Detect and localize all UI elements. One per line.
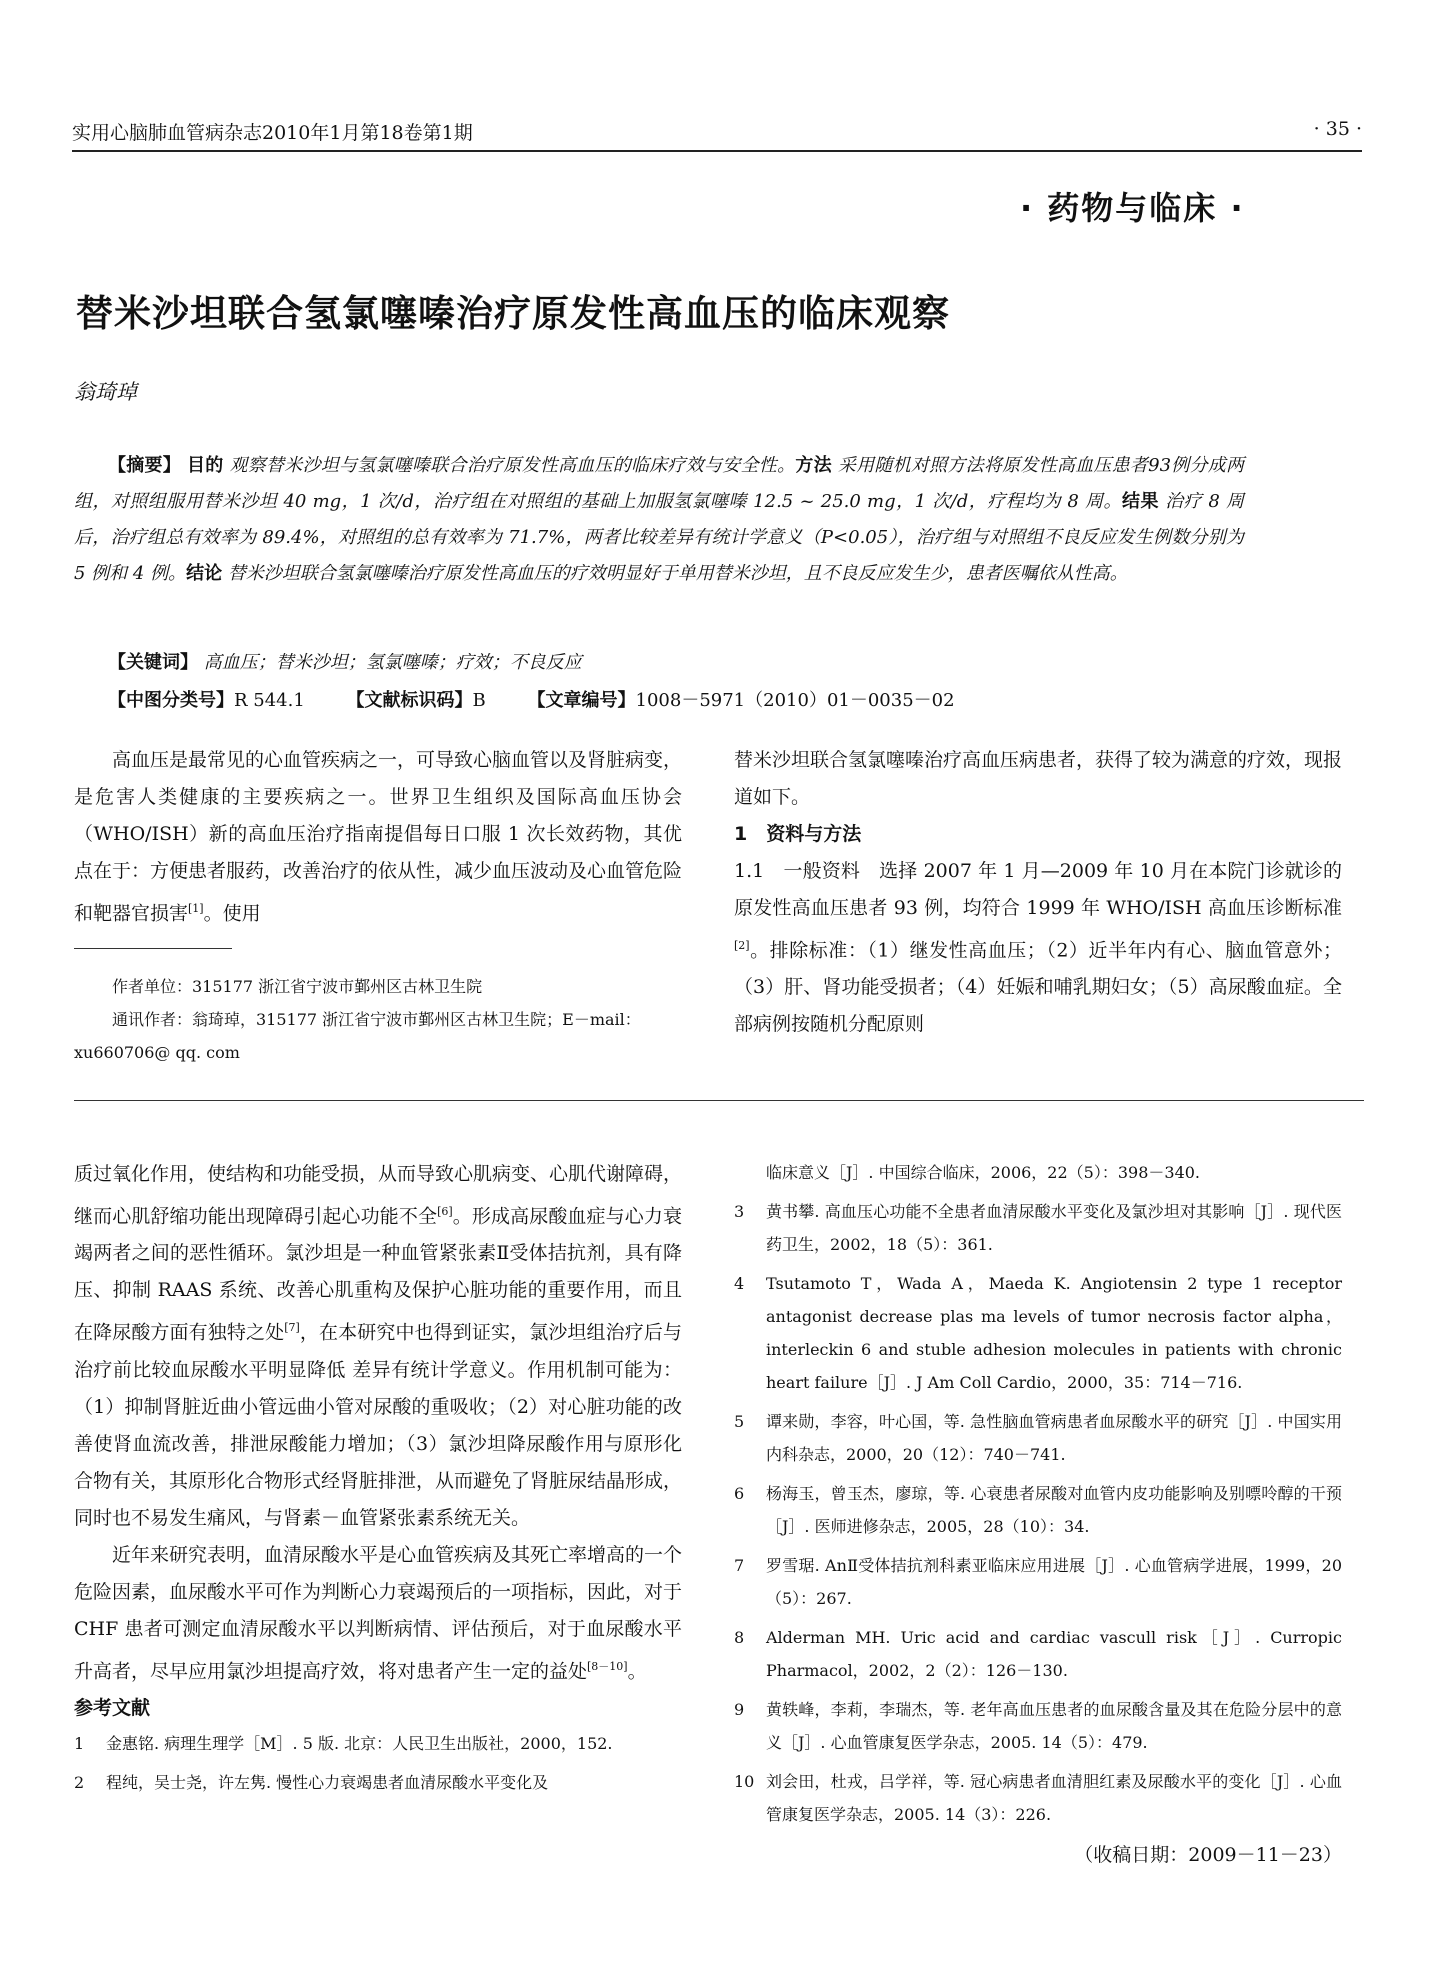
references-title: 参考文献: [74, 1696, 151, 1719]
references-column: [734, 1156, 1342, 1874]
section-heading: 1 资料与方法: [734, 823, 862, 845]
reference-number: 6: [734, 1484, 745, 1503]
reference-item: [734, 1405, 1342, 1471]
citation: [8－10]: [587, 1659, 628, 1673]
received-date: （收稿日期：2009－11－23）: [1074, 1844, 1342, 1866]
discussion-column: [74, 1156, 682, 1805]
keywords-label: 【关键词】: [108, 652, 198, 673]
citation: [2]: [734, 939, 750, 952]
reference-text: 程纯，吴士尧，许左隽. 慢性心力衰竭患者血清尿酸水平变化及: [106, 1772, 549, 1792]
keywords: [108, 648, 582, 674]
author: 翁琦琸: [74, 380, 137, 404]
abstract-label: 【摘要】: [108, 455, 182, 476]
keywords-text: 高血压；替米沙坦；氢氯噻嗪；疗效；不良反应: [203, 652, 582, 673]
conclusion-label: 结论: [186, 563, 223, 584]
intro-paragraph: 高血压是最常见的心血管疾病之一，可导致心脑血管以及肾脏病变，是危害人类健康的主要疾病之一。世界卫生组织及国际高血压协会（WHO/ISH）新的高血压治疗指南提倡每日口服 1 次长效药物，其优点在于：方便患者服药，改善治疗的依从性，减少血压波动及心血管危险和靶器官损害: [74, 749, 683, 925]
reference-text: 罗雪琚. AnⅡ受体拮抗剂科素亚临床应用进展［J］. 心血管病学进展，1999，20（5）：267.: [766, 1556, 1342, 1608]
reference-number: 10: [734, 1772, 755, 1791]
result-label: 结果: [1122, 491, 1159, 512]
objective-text: 观察替米沙坦与氢氯噻嗪联合治疗原发性高血压的临床疗效与安全性。: [229, 455, 796, 476]
article-title: 替米沙坦联合氢氯噻嗪治疗原发性高血压的临床观察: [76, 292, 950, 335]
reference-number: 4: [734, 1274, 745, 1293]
reference-item: [734, 1195, 1342, 1261]
header-rule: [72, 150, 1362, 152]
author-unit: 作者单位：315177 浙江省宁波市鄞州区古林卫生院: [112, 977, 483, 996]
article-number-value: 1008－5971（2010）01－0035－02: [635, 690, 955, 711]
reference-item: [734, 1267, 1342, 1399]
reference-text: Tsutamoto T，Wada A，Maeda K. Angiotensin 2 type 1 receptor antagonist decrease plas ma levels of tumor necrosis factor alpha，interleckin 6 and stuble adhesion molecules in patients with chronic heart failure［J］. J Am Coll Cardio，2000，35：714－716.: [766, 1274, 1342, 1392]
abstract: [74, 448, 1244, 592]
reference-item: [734, 1477, 1342, 1543]
reference-text: 刘会田，杜戎，吕学祥，等. 冠心病患者血清胆红素及尿酸水平的变化［J］. 心血管康复医学杂志，2005. 14（3）：226.: [766, 1772, 1342, 1824]
result-text: 治疗 8 周后，治疗组总有效率为 89.4%，对照组的总有效率为 71.7%，两者比较差异有统计学意义（P<0.05），治疗组与对照组不良反应发生例数分别为 5 例和 4 例。: [74, 491, 1244, 584]
reference-item: [74, 1766, 682, 1799]
reference-number: 7: [734, 1556, 745, 1575]
citation: [6]: [437, 1205, 453, 1218]
references-list-right: [734, 1156, 1342, 1831]
citation: [1]: [188, 902, 204, 915]
reference-item: [74, 1727, 682, 1760]
reference-number: 5: [734, 1412, 745, 1431]
objective-label: 目的: [187, 455, 224, 476]
reference-item: [734, 1549, 1342, 1615]
doc-label: 【文献标识码】: [346, 690, 473, 711]
discussion-text: 质过氧化作用，使结构和功能受损，从而导致心肌病变、心肌代谢障碍，继而心肌舒缩功能出现障碍引起心功能不全: [74, 1163, 683, 1228]
conclusion-text: 替米沙坦联合氢氯噻嗪治疗原发性高血压的疗效明显好于单用替米沙坦，且不良反应发生少，患者医嘱依从性高。: [227, 563, 1128, 584]
discussion-text: ，在本研究中也得到证实，氯沙坦组治疗后与治疗前比较血尿酸水平明显降低 差异有统计学意义。作用机制可能为：（1）抑制肾脏近曲小管远曲小管对尿酸的重吸收；（2）对心脏功能的改善使肾血流改善，排泄尿酸能力增加；（3）氯沙坦降尿酸作用与原形化合物有关，其原形化合物形式经肾脏排泄，从而避免了肾脏尿结晶形成，同时也不易发生痛风，与肾素－血管紧张素系统无关。: [74, 1321, 683, 1529]
intro-column: [74, 742, 682, 932]
period: 。: [627, 1659, 647, 1682]
clc-label: 【中图分类号】: [108, 690, 234, 711]
page-break-rule: [74, 1100, 1364, 1101]
page-number: · 35 ·: [1313, 118, 1362, 140]
reference-text: 临床意义［J］. 中国综合临床，2006，22（5）：398－340.: [766, 1163, 1201, 1182]
method-text: 采用随机对照方法将原发性高血压患者93例分成两组，对照组服用替米沙坦 40 mg，1 次/d，治疗组在对照组的基础上加服氢氯噻嗪 12.5 ~ 25.0 mg，1 次/d，疗程均为 8 周。: [74, 455, 1245, 512]
references-list-left: [74, 1727, 682, 1799]
method-label: 方法: [795, 455, 832, 476]
reference-text: 谭来勋，李容，叶心国，等. 急性脑血管病患者血尿酸水平的研究［J］. 中国实用内科杂志，2000，20（12）：740－741.: [766, 1412, 1342, 1464]
reference-item: [734, 1621, 1342, 1687]
reference-text: Alderman MH. Uric acid and cardiac vascull risk［J］. Curropic Pharmacol，2002，2（2）：126－130.: [766, 1628, 1342, 1680]
footnote-rule: [74, 948, 232, 949]
clc-value: R 544.1: [234, 690, 305, 711]
intro-continuation: 替米沙坦联合氢氯噻嗪治疗高血压病患者，获得了较为满意的疗效，现报道如下。: [734, 749, 1343, 808]
reference-item: [734, 1693, 1342, 1759]
reference-item: [734, 1765, 1342, 1831]
article-number-label: 【文章编号】: [527, 690, 636, 711]
discussion-text: 近年来研究表明，血清尿酸水平是心血管疾病及其死亡率增高的一个危险因素，血尿酸水平可作为判断心力衰竭预后的一项指标，因此，对于 CHF 患者可测定血清尿酸水平以判断病情、评估预后，对于血尿酸水平升高者，尽早应用氯沙坦提高疗效，将对患者产生一定的益处: [74, 1543, 683, 1682]
reference-number: 9: [734, 1700, 745, 1719]
citation: [7]: [284, 1321, 300, 1335]
reference-item: [734, 1156, 1342, 1189]
footnote: [74, 970, 682, 1069]
reference-number: 1: [74, 1733, 85, 1753]
classification-line: [108, 686, 991, 712]
correspondence: 通讯作者：翁琦琸，315177 浙江省宁波市鄞州区古林卫生院；E－mail：xu660706@ qq. com: [74, 1010, 641, 1062]
reference-text: 金惠铭. 病理生理学［M］. 5 版. 北京：人民卫生出版社，2000，152.: [106, 1733, 613, 1753]
reference-number: 3: [734, 1202, 745, 1221]
reference-text: 杨海玉，曾玉杰，廖琼，等. 心衰患者尿酸对血管内皮功能影响及别嘌呤醇的干预［J］. 医师进修杂志，2005，28（10）：34.: [766, 1484, 1342, 1536]
journal-header: 实用心脑肺血管病杂志2010年1月第18卷第1期: [72, 122, 473, 144]
reference-number: 2: [74, 1772, 85, 1792]
reference-number: [734, 1156, 766, 1189]
reference-text: 黄书攀. 高血压心功能不全患者血清尿酸水平变化及氯沙坦对其影响［J］. 现代医药卫生，2002，18（5）：361.: [766, 1202, 1342, 1254]
methods-column: [734, 742, 1342, 1043]
exclusion-criteria: 。排除标准：（1）继发性高血压；（2）近半年内有心、脑血管意外；（3）肝、肾功能受损者；（4）妊娠和哺乳期妇女；（5）高尿酸血症。全部病例按随机分配原则: [734, 939, 1342, 1036]
doc-value: B: [472, 690, 486, 711]
section-label: · 药物与临床 ·: [1020, 189, 1245, 227]
discussion-text: 。形成高尿酸血症与心力衰竭两者之间的恶性循环。氯沙坦是一种血管紧张素Ⅱ受体拮抗剂，具有降压、抑制 RAAS 系统、改善心肌重构及保护心脏功能的重要作用，而且在降尿酸方面有独特之处: [74, 1205, 682, 1344]
reference-text: 黄轶峰，李莉，李瑞杰，等. 老年高血压患者的血尿酸含量及其在危险分层中的意义［J］. 心血管康复医学杂志，2005. 14（5）：479.: [766, 1700, 1342, 1752]
general-data-paragraph: 1.1 一般资料 选择 2007 年 1 月—2009 年 10 月在本院门诊就诊的原发性高血压患者 93 例，均符合 1999 年 WHO/ISH 高血压诊断标准: [734, 860, 1342, 919]
intro-tail: 。使用: [203, 902, 261, 925]
reference-number: 8: [734, 1628, 745, 1647]
